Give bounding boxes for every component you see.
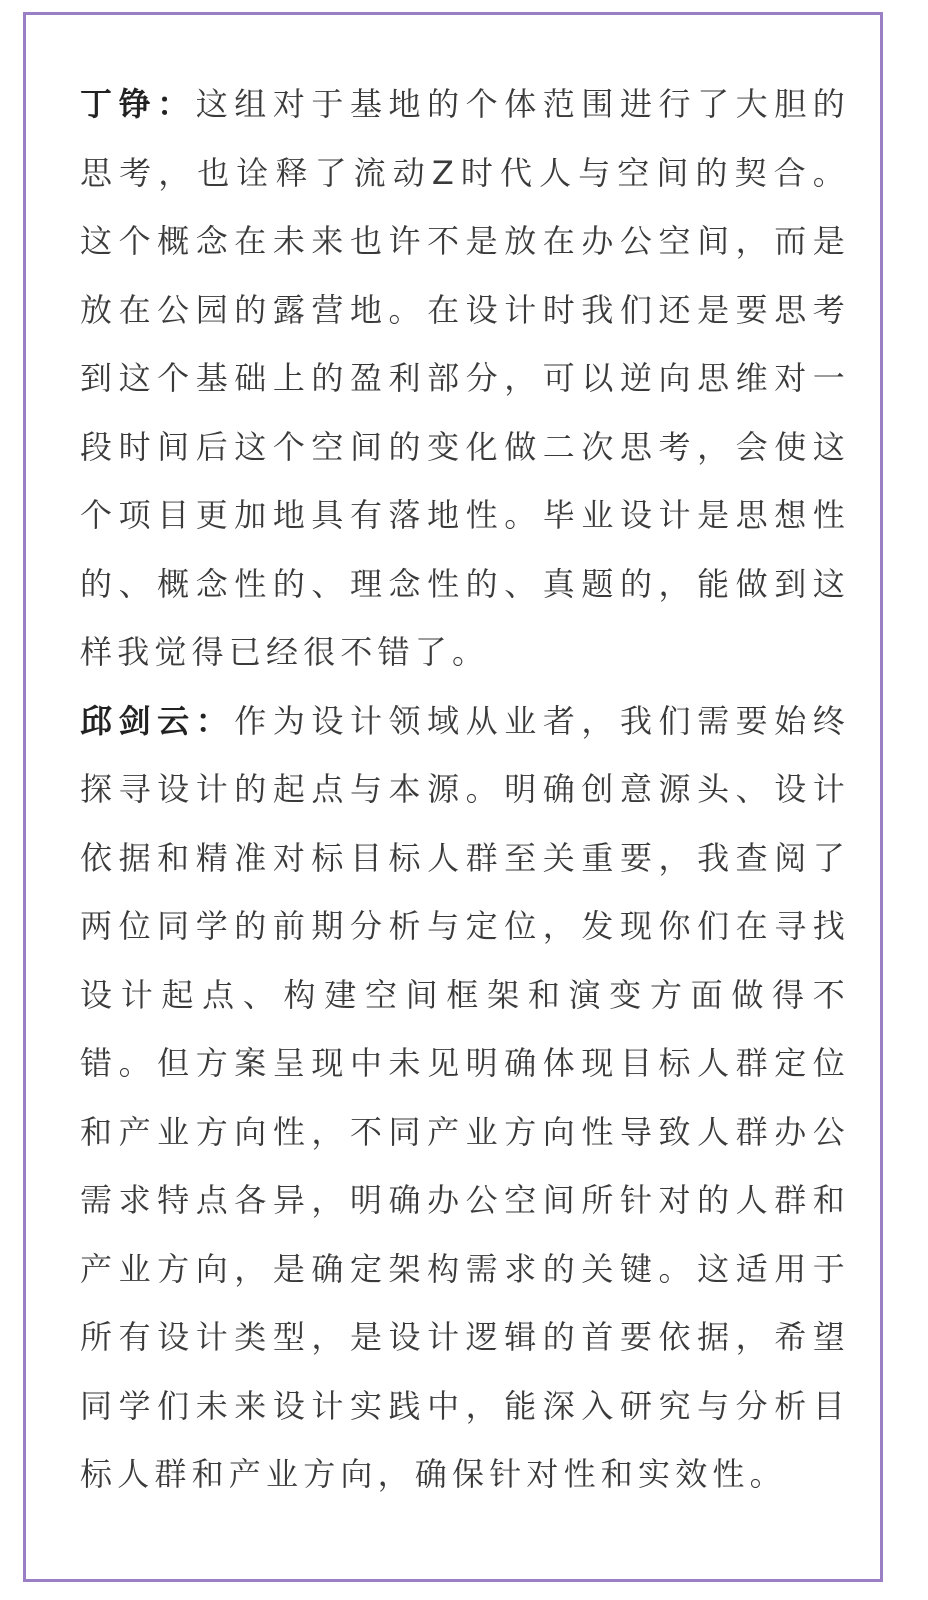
comment-paragraph-ding-zheng [80,70,850,687]
comment-text: 这组对于基地的个体范围进行了大胆的思考，也诠释了流动Z时代人与空间的契合。这个概念在未来也许不是放在办公空间，而是放在公园的露营地。在设计时我们还是要思考到这个基础上的盈利部分，可以逆向思维对一段时间后这个空间的变化做二次思考，会使这个项目更加地具有落地性。毕业设计是思想性的、概念性的、理念性的、真题的，能做到这样我觉得已经很不错了。 [80,85,850,671]
speaker-name: 丁铮： [80,85,196,123]
article-body [80,70,850,1509]
comment-text: 作为设计领域从业者，我们需要始终探寻设计的起点与本源。明确创意源头、设计依据和精准对标目标人群至关重要，我查阅了两位同学的前期分析与定位，发现你们在寻找设计起点、构建空间框架和演变方面做得不错。但方案呈现中未见明确体现目标人群定位和产业方向性，不同产业方向性导致人群办公需求特点各异，明确办公空间所针对的人群和产业方向，是确定架构需求的关键。这适用于所有设计类型，是设计逻辑的首要依据，希望同学们未来设计实践中，能深入研究与分析目标人群和产业方向，确保针对性和实效性。 [80,701,850,1493]
speaker-name: 邱剑云： [80,701,235,740]
comment-paragraph-qiu-jianyun [80,687,850,1509]
